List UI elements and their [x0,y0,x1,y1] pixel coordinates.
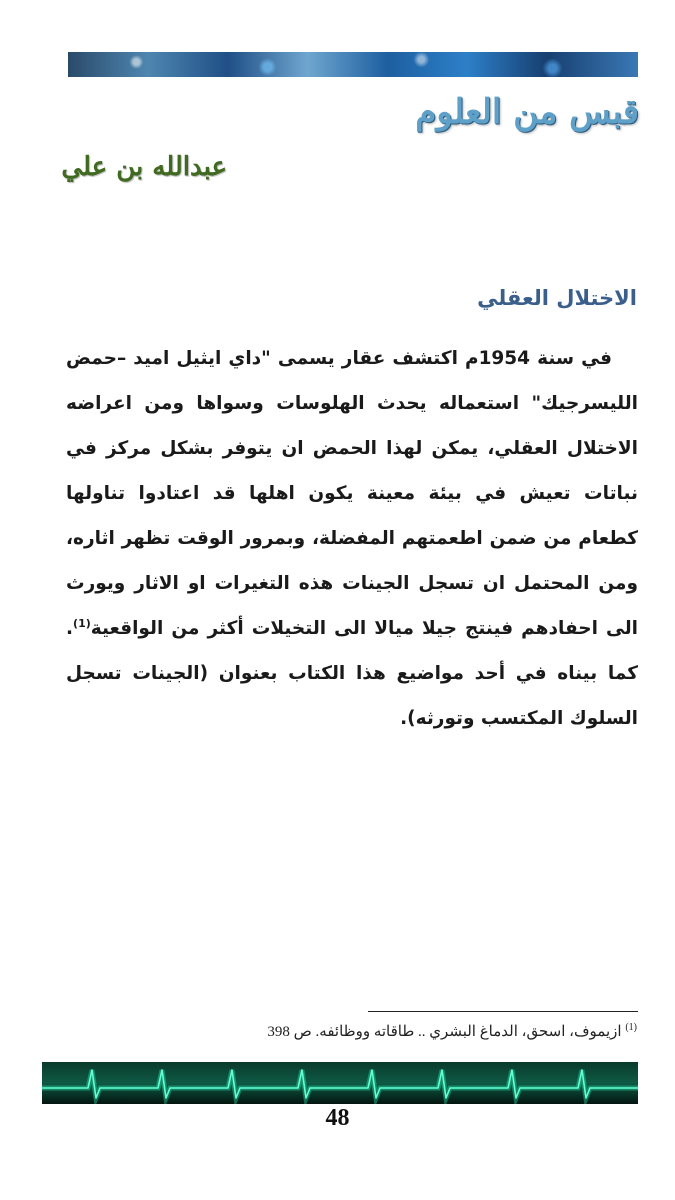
body-text-part-2: . كما بيناه في أحد مواضيع هذا الكتاب بعنوان (الجينات تسجل السلوك المكتسب وتورثه). [66,618,638,729]
heartbeat-line-icon [42,1062,638,1104]
footnote [267,1022,637,1041]
footnote-mark: (1) [625,1022,637,1033]
page-number: 48 [325,1105,350,1131]
author-name: عبدالله بن علي [61,152,227,182]
bottom-ecg-banner [42,1062,638,1104]
footnote-text: ازيموف، اسحق، الدماغ البشري .. طاقاته ووظائفه. ص 398 [267,1024,622,1040]
footnote-divider [368,1011,638,1012]
top-decorative-banner [68,52,638,77]
footnote-reference[interactable]: (1) [73,616,91,630]
body-paragraph [66,336,638,741]
series-title: قبس من العلوم [415,92,639,132]
section-heading: الاختلال العقلي [477,286,637,310]
body-text-part-1: في سنة 1954م اكتشف عقار يسمى "داي ايثيل اميد –حمض الليسرجيك" استعماله يحدث الهلوسات وسواها ومن اعراضه الاختلال العقلي، يمكن لهذا الحمض ان يتوفر بشكل مركز في نباتات تعيش في بيئة معينة يكون اهلها قد اعتادوا تناولها كطعام من ضمن اطعمتهم المفضلة، وبمرور الوقت تظهر اثاره، ومن المحتمل ان تسجل الجينات هذه التغيرات او الاثار ويورث الى احفادهم فينتج جيلا ميالا الى التخيلات أكثر من الواقعية [66,348,638,639]
